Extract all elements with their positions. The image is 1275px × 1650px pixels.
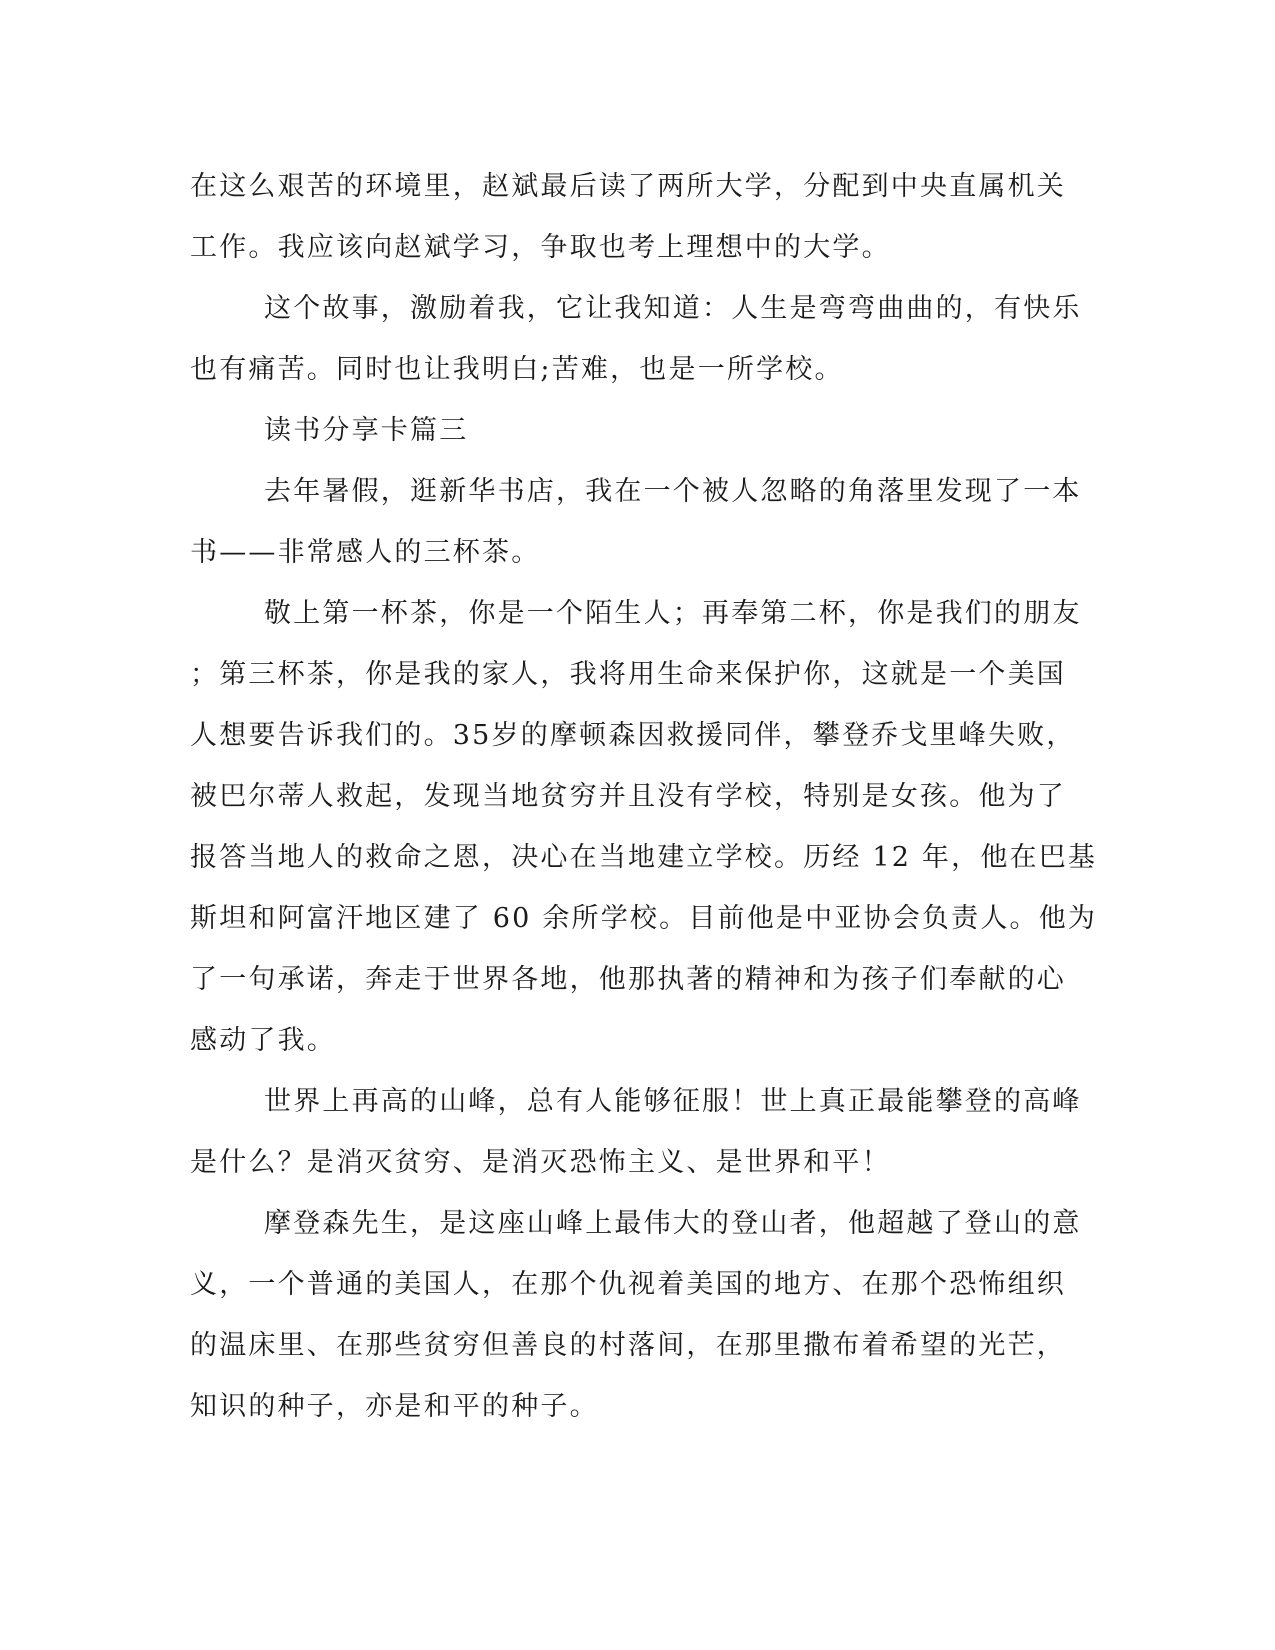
- text-line: 被巴尔蒂人救起，发现当地贫穷并且没有学校，特别是女孩。他为了: [190, 781, 1066, 812]
- text-line: 这个故事，激励着我，它让我知道：人生是弯弯曲曲的，有快乐: [264, 293, 1082, 324]
- text-line: 在这么艰苦的环境里，赵斌最后读了两所大学，分配到中央直属机关: [190, 171, 1066, 202]
- text-line: 敬上第一杯茶，你是一个陌生人；再奉第二杯，你是我们的朋友: [264, 598, 1082, 629]
- section-heading: 读书分享卡篇三: [264, 415, 469, 446]
- text-line: 世界上再高的山峰，总有人能够征服！世上真正最能攀登的高峰: [264, 1086, 1082, 1117]
- document-body: [190, 156, 1098, 1437]
- text-line: 工作。我应该向赵斌学习，争取也考上理想中的大学。: [190, 232, 891, 263]
- text-line: 知识的种子，亦是和平的种子。: [190, 1391, 599, 1422]
- text-line: ；第三杯茶，你是我的家人，我将用生命来保护你，这就是一个美国: [190, 659, 1066, 690]
- text-line: 义，一个普通的美国人，在那个仇视着美国的地方、在那个恐怖组织: [190, 1269, 1066, 1300]
- text-line: 也有痛苦。同时也让我明白;苦难，也是一所学校。: [190, 354, 844, 385]
- text-line: 书——非常感人的三杯茶。: [190, 537, 541, 568]
- text-line: 斯坦和阿富汗地区建了 60 余所学校。目前他是中亚协会负责人。他为: [190, 903, 1098, 934]
- text-line: 是什么？是消灭贫穷、是消灭恐怖主义、是世界和平！: [190, 1147, 891, 1178]
- text-line: 报答当地人的救命之恩，决心在当地建立学校。历经 12 年，他在巴基: [190, 842, 1098, 873]
- text-line: 去年暑假，逛新华书店，我在一个被人忽略的角落里发现了一本: [264, 476, 1082, 507]
- text-line: 了一句承诺，奔走于世界各地，他那执著的精神和为孩子们奉献的心: [190, 964, 1066, 995]
- text-line: 摩登森先生，是这座山峰上最伟大的登山者，他超越了登山的意: [264, 1208, 1082, 1239]
- text-line: 感动了我。: [190, 1025, 336, 1056]
- text-line: 的温床里、在那些贫穷但善良的村落间，在那里撒布着希望的光芒，: [190, 1330, 1066, 1361]
- text-line: 人想要告诉我们的。35岁的摩顿森因救援同伴，攀登乔戈里峰失败，: [190, 720, 1076, 751]
